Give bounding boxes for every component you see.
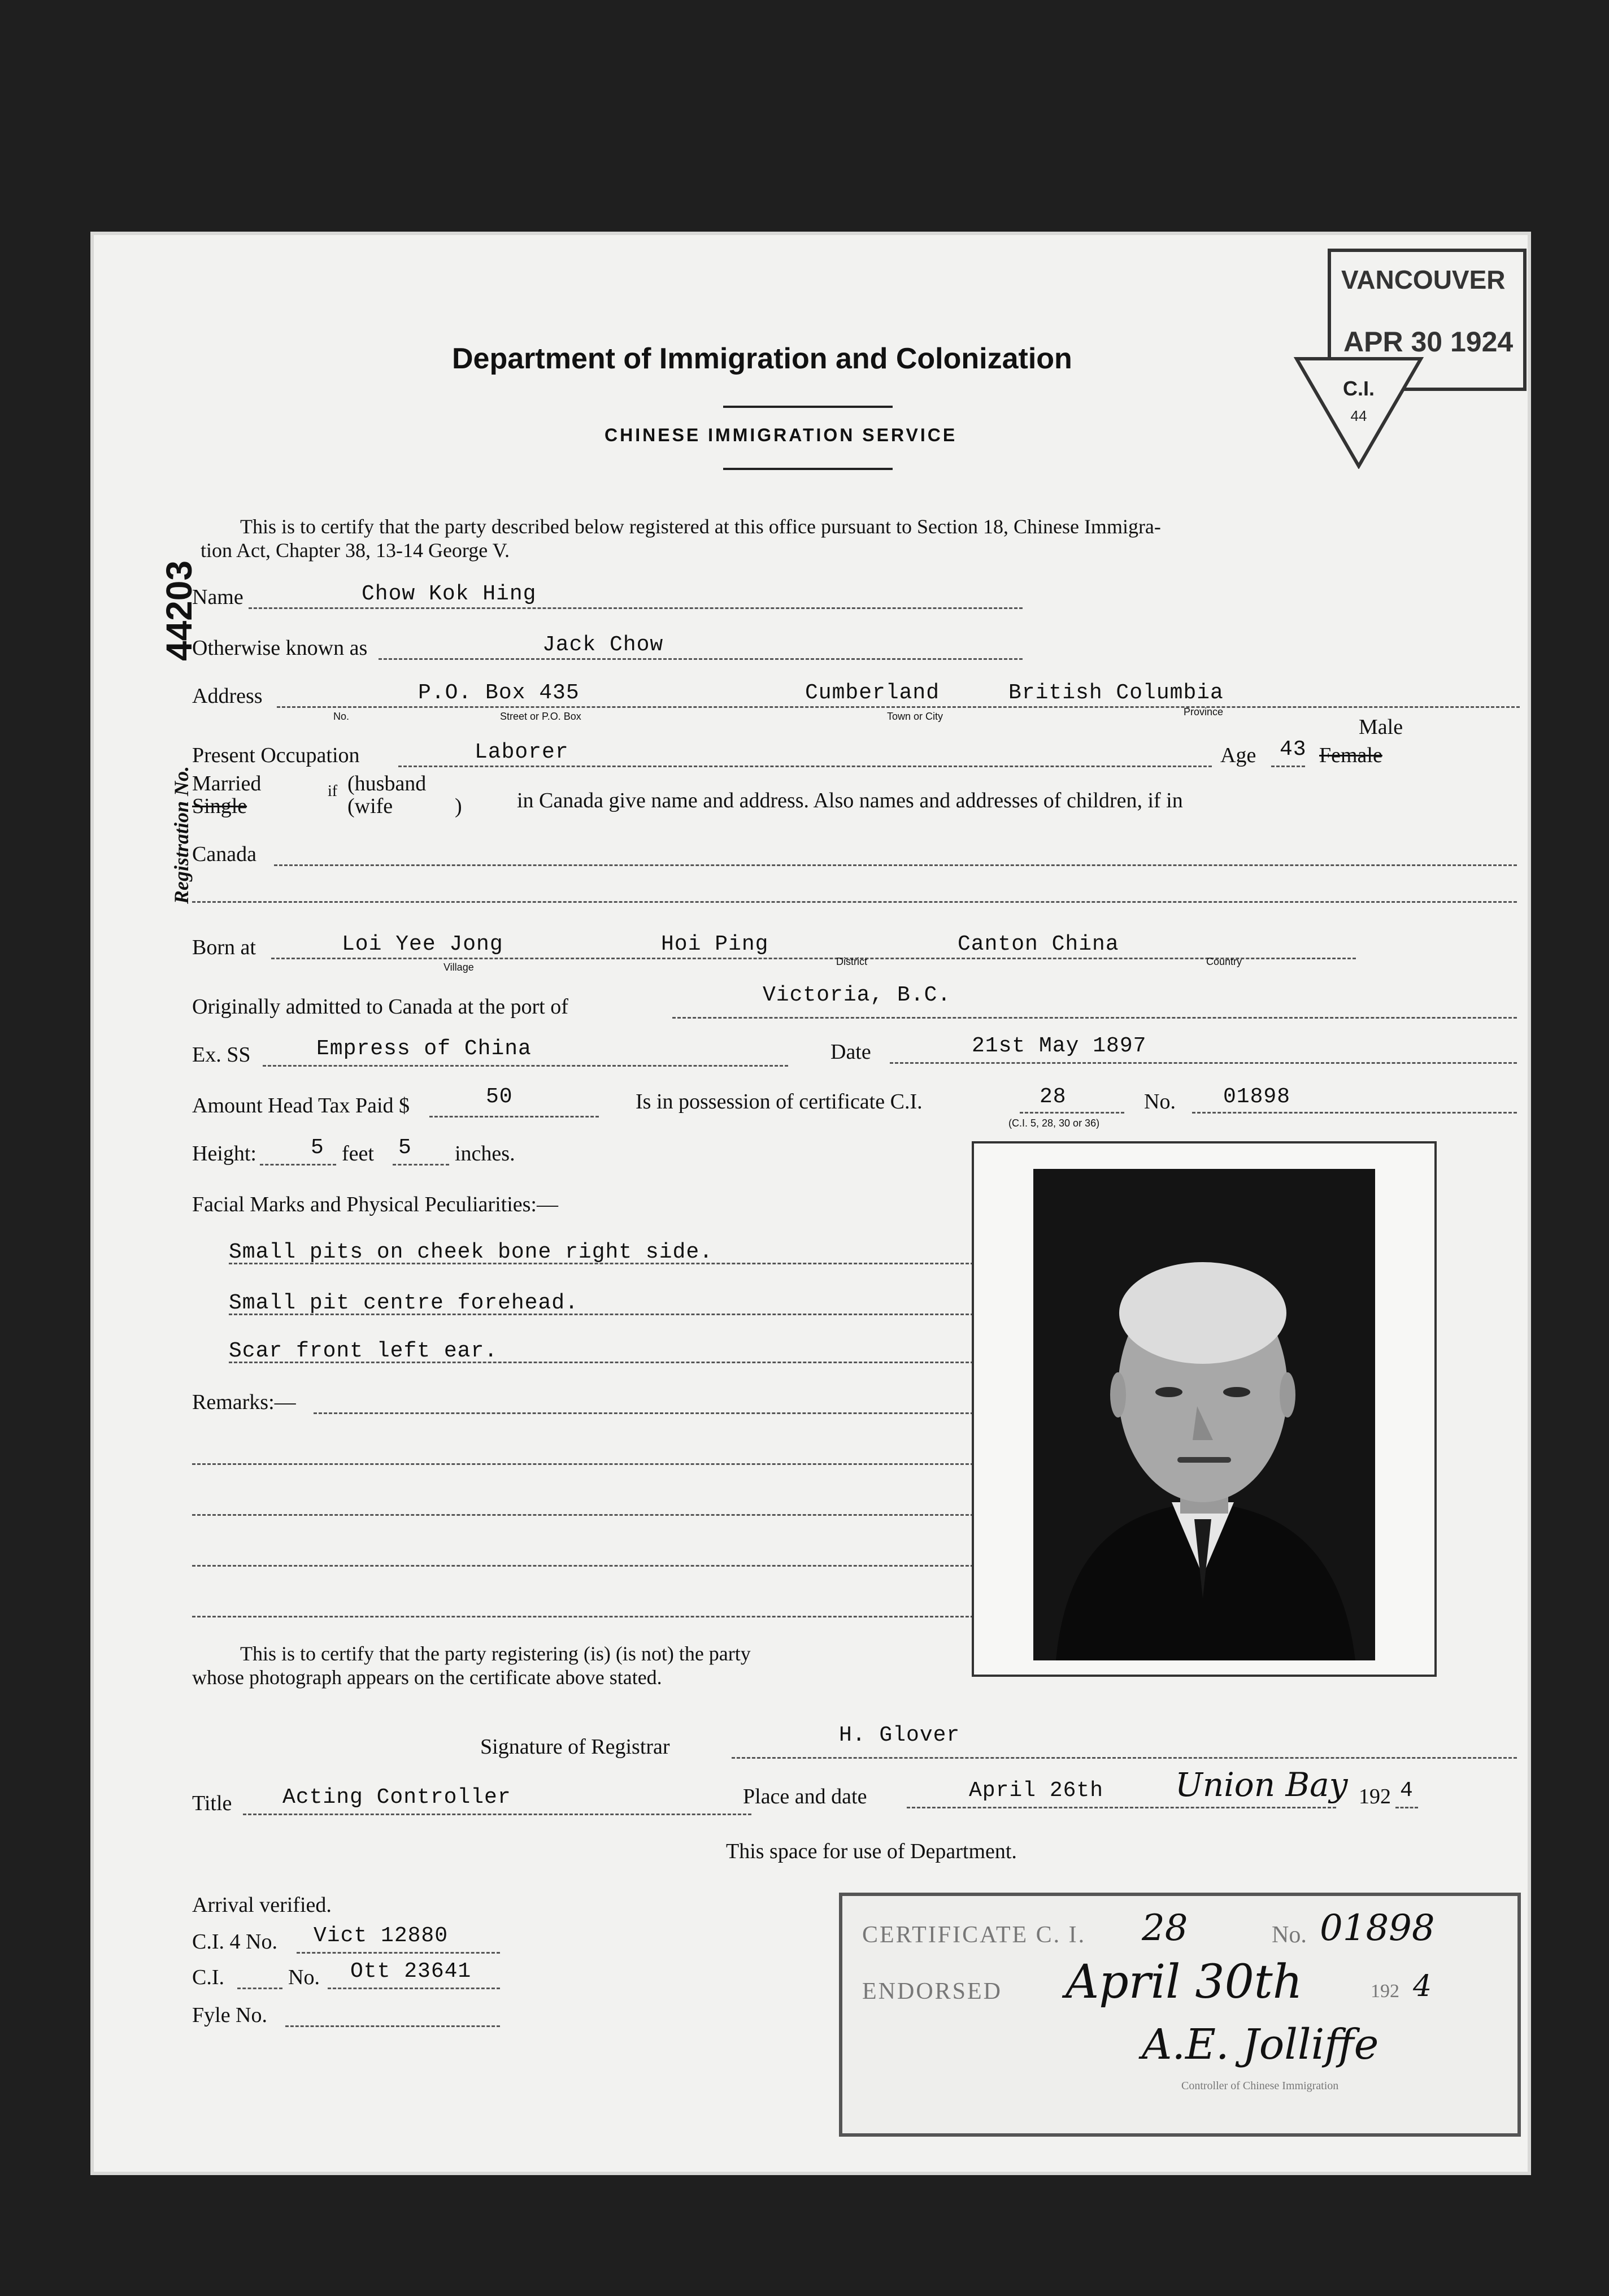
stamp-date: APR 30 1924: [1343, 326, 1514, 358]
remarks-line-1: [314, 1412, 1020, 1414]
endorsement-no-label: No.: [1272, 1922, 1307, 1948]
remarks-line-4: [192, 1565, 1020, 1567]
fyle-line: [285, 2025, 500, 2027]
header-divider: [723, 406, 893, 408]
endorsement-ci-value: 28: [1142, 1907, 1188, 1949]
age-value: 43: [1280, 737, 1307, 762]
feet-label: feet: [342, 1142, 374, 1166]
ship-label: Ex. SS: [192, 1043, 251, 1067]
registration-certificate: [90, 232, 1531, 2175]
department-title: Department of Immigration and Colonization: [452, 342, 1072, 375]
mark-1: Small pits on cheek bone right side.: [229, 1240, 713, 1264]
registrar-label: Signature of Registrar: [480, 1735, 670, 1759]
born-line: [271, 958, 1356, 959]
year-digit: 4: [1400, 1778, 1414, 1803]
address-town: Cumberland: [805, 681, 940, 705]
occupation-value: Laborer: [475, 740, 569, 764]
port-value: Victoria, B.C.: [763, 983, 951, 1007]
cert-no-value: 01898: [1223, 1085, 1291, 1109]
address-province-caption: Province: [1184, 706, 1224, 718]
height-label: Height:: [192, 1142, 256, 1166]
height-inches-line: [393, 1164, 449, 1166]
address-street-caption: Street or P.O. Box: [500, 711, 581, 722]
born-country: Canton China: [958, 932, 1119, 956]
headtax-line: [429, 1116, 599, 1117]
service-subtitle: CHINESE IMMIGRATION SERVICE: [605, 425, 958, 445]
ci-line: [237, 1988, 282, 1989]
occupation-label: Present Occupation: [192, 743, 360, 767]
mark-line-2: [229, 1314, 1020, 1315]
place-date-line: [907, 1807, 1336, 1808]
endorsement-no-value: 01898: [1320, 1907, 1435, 1949]
ship-line: [263, 1065, 788, 1067]
born-village: Loi Yee Jong: [342, 932, 503, 956]
endorsement-box: [839, 1893, 1521, 2137]
fyle-label: Fyle No.: [192, 2003, 267, 2027]
ci-label: C.I.: [192, 1965, 224, 1989]
date-label: Date: [830, 1040, 871, 1064]
header-divider-2: [723, 468, 893, 470]
age-line: [1271, 766, 1305, 767]
if-label: if: [328, 782, 338, 800]
canada-label: Canada: [192, 842, 256, 866]
husband-label: (husband: [347, 772, 427, 795]
address-province: British Columbia: [1008, 681, 1224, 705]
endorsed-date: April 30th: [1066, 1955, 1303, 2009]
certify-line-1: This is to certify that the party registering (is) (is not) the party: [240, 1642, 751, 1665]
title-value: Acting Controller: [282, 1785, 511, 1810]
sex-value: Male: [1359, 715, 1403, 739]
name-line: [249, 607, 1023, 609]
headtax-label: Amount Head Tax Paid $: [192, 1094, 410, 1117]
aka-label: Otherwise known as: [192, 636, 368, 660]
occupation-line: [398, 766, 1212, 767]
ci-triangle-stamp: [1294, 356, 1424, 469]
married-label: Married: [192, 772, 262, 795]
mark-line-1: [229, 1263, 1020, 1264]
year-line: [1395, 1807, 1418, 1808]
ship-value: Empress of China: [316, 1037, 532, 1061]
name-value: Chow Kok Hing: [362, 582, 537, 606]
name-label: Name: [192, 585, 243, 609]
place-date-label: Place and date: [743, 1785, 867, 1808]
ci-value: Ott 23641: [350, 1959, 472, 1984]
intro-line-1: This is to certify that the party described below registered at this office pursuant to Section 18, Chinese Immigra-: [240, 515, 1161, 538]
ci-no-line: [328, 1988, 500, 1989]
remarks-line-2: [192, 1463, 1020, 1465]
born-country-caption: Country: [1206, 956, 1242, 967]
arrival-label: Arrival verified.: [192, 1893, 332, 1917]
port-label: Originally admitted to Canada at the port of: [192, 995, 568, 1019]
wife-label: (wife: [347, 794, 393, 818]
registration-label: Registration No.: [170, 766, 193, 904]
stamp-city: VANCOUVER: [1341, 265, 1506, 294]
endorsed-year-prefix: 192: [1371, 1981, 1399, 2002]
date-line: [890, 1062, 1517, 1064]
address-box: P.O. Box 435: [418, 681, 580, 705]
cert-no-label: No.: [1144, 1090, 1176, 1114]
sex-struck: Female: [1319, 743, 1382, 767]
place-handwritten: Union Bay: [1175, 1766, 1348, 1804]
registrar-line: [732, 1757, 1517, 1759]
born-village-caption: Village: [443, 962, 474, 973]
possession-label: Is in possession of certificate C.I.: [636, 1090, 923, 1114]
remarks-line-5: [192, 1616, 1020, 1617]
height-feet-line: [260, 1164, 336, 1166]
inches-label: inches.: [455, 1142, 515, 1166]
born-district-caption: District: [836, 956, 867, 967]
address-town-caption: Town or City: [887, 711, 943, 722]
cert-types-caption: (C.I. 5, 28, 30 or 36): [1008, 1117, 1100, 1129]
age-label: Age: [1220, 743, 1256, 767]
born-label: Born at: [192, 936, 256, 959]
single-label: Single: [192, 794, 247, 818]
canada-line: [274, 864, 1517, 866]
headtax-value: 50: [486, 1085, 513, 1109]
photo-frame: [972, 1141, 1437, 1677]
endorsed-label: ENDORSED: [862, 1978, 1003, 2004]
ci-no-label: No.: [288, 1965, 320, 1989]
aka-value: Jack Chow: [542, 633, 664, 657]
registrar-value: H. Glover: [839, 1723, 960, 1747]
endorsement-certificate-label: CERTIFICATE C. I.: [862, 1922, 1086, 1948]
mark-2: Small pit centre forehead.: [229, 1291, 579, 1315]
year-prefix: 192: [1359, 1785, 1391, 1808]
endorser-caption: Controller of Chinese Immigration: [1181, 2080, 1339, 2092]
aka-line: [379, 658, 1023, 660]
stamp-ci-number: 44: [1350, 407, 1367, 424]
remarks-line-3: [192, 1514, 1020, 1516]
address-no-caption: No.: [333, 711, 350, 722]
intro-line-2: tion Act, Chapter 38, 13-14 George V.: [201, 539, 510, 562]
canada-line-2: [192, 901, 1517, 903]
height-inches-value: 5: [398, 1136, 412, 1160]
marks-label: Facial Marks and Physical Peculiarities:—: [192, 1193, 558, 1216]
born-district: Hoi Ping: [661, 932, 769, 956]
cert-ci-value: 28: [1040, 1085, 1067, 1109]
wife-close-paren: ): [455, 794, 462, 818]
registration-number: 44203: [159, 560, 199, 661]
mark-3: Scar front left ear.: [229, 1339, 498, 1363]
ci4-line: [297, 1952, 500, 1954]
endorsed-year-digit: 4: [1413, 1969, 1432, 2003]
ci4-value: Vict 12880: [314, 1924, 449, 1948]
mark-line-3: [229, 1362, 1020, 1363]
address-label: Address: [192, 684, 263, 708]
ci4-label: C.I. 4 No.: [192, 1930, 277, 1954]
cert-ci-line: [1020, 1112, 1124, 1114]
stamp-ci-label: C.I.: [1342, 377, 1375, 400]
date-value: 21st May 1897: [972, 1034, 1147, 1058]
height-feet-value: 5: [311, 1136, 324, 1160]
certify-line-2: whose photograph appears on the certificate above stated.: [192, 1666, 662, 1689]
endorser-signature: A.E. Jolliffe: [1142, 2020, 1379, 2069]
remarks-label: Remarks:—: [192, 1390, 296, 1414]
place-date-value: April 26th: [969, 1778, 1104, 1803]
spouse-instructions: in Canada give name and address. Also names and addresses of children, if in: [517, 789, 1183, 812]
address-line: [277, 706, 1520, 708]
port-line: [672, 1017, 1517, 1019]
title-line: [243, 1814, 751, 1815]
applicant-photograph: [1033, 1169, 1375, 1660]
department-use-label: This space for use of Department.: [726, 1840, 1017, 1863]
cert-no-line: [1192, 1112, 1517, 1114]
title-label: Title: [192, 1791, 232, 1815]
